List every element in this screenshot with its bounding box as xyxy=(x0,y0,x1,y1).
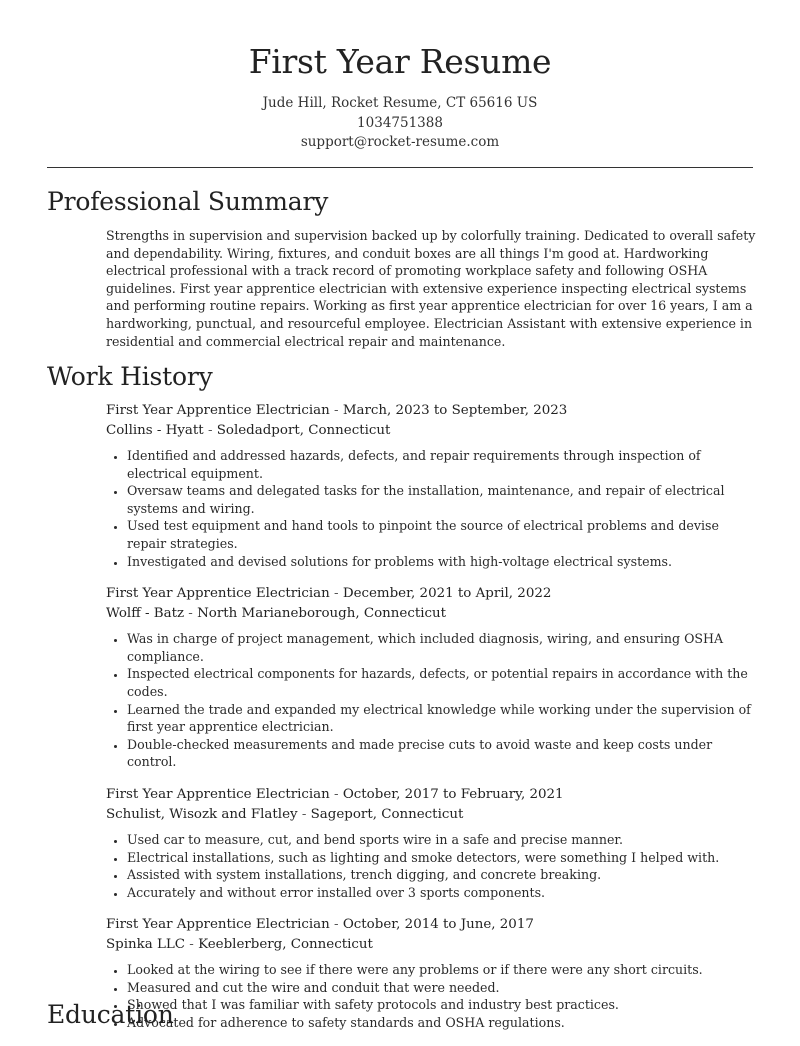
job-entry xyxy=(106,915,760,1031)
job-bullet: • Learned the trade and expanded my electrical knowledge while working under the supervision of first year apprentice electrician. xyxy=(127,701,760,736)
job-heading: First Year Apprentice Electrician - October, 2017 to February, 2021 xyxy=(106,786,564,802)
job-bullet: • Assisted with system installations, trench digging, and concrete breaking. xyxy=(127,866,760,884)
contact-phone: 1034751388 xyxy=(357,114,443,131)
job-bullets xyxy=(106,447,760,570)
job-location: Sageport, Connecticut xyxy=(310,806,464,822)
job-bullet: • Inspected electrical components for hazards, defects, or potential repairs in accordance with the codes. xyxy=(127,665,760,700)
job-bullet: • Double-checked measurements and made precise cuts to avoid waste and keep costs under control. xyxy=(127,736,760,771)
job-location: Keeblerberg, Connecticut xyxy=(198,937,373,953)
job-bullet: • Was in charge of project management, which included diagnosis, wiring, and ensuring OSHA compliance. xyxy=(127,630,760,665)
job-bullet: • Oversaw teams and delegated tasks for the installation, maintenance, and repair of electrical systems and wiring. xyxy=(127,482,760,517)
job-bullet: • Showed that I was familiar with safety protocols and industry best practices. xyxy=(127,996,760,1014)
job-bullet: • Identified and addressed hazards, defects, and repair requirements through inspection of electrical equipment. xyxy=(127,447,760,482)
contact-address: Jude Hill, Rocket Resume, CT 65616 US xyxy=(262,95,538,111)
job-bullets xyxy=(106,630,760,771)
job-bullet: • Used test equipment and hand tools to pinpoint the source of electrical problems and devise repair strategies. xyxy=(127,517,760,552)
job-bullet: • Investigated and devised solutions for problems with high-voltage electrical systems. xyxy=(127,553,760,571)
job-employer: Spinka LLC - Keeblerberg, Connecticut xyxy=(106,937,373,953)
job-entry xyxy=(106,401,760,570)
job-company: Collins - Hyatt xyxy=(106,423,204,438)
job-bullet: • Electrical installations, such as lighting and smoke detectors, were something I helped with. xyxy=(127,849,760,867)
job-title: First Year Apprentice Electrician xyxy=(106,586,330,602)
job-dates: October, 2017 to February, 2021 xyxy=(342,786,564,802)
resume-header xyxy=(0,0,800,153)
section-title-work: Work History xyxy=(47,362,213,391)
work-history-list xyxy=(106,401,760,1046)
job-company: Schulist, Wisozk and Flatley xyxy=(106,806,298,822)
job-dates: December, 2021 to April, 2022 xyxy=(342,586,552,602)
job-bullet: • Measured and cut the wire and conduit that were needed. xyxy=(127,979,760,997)
job-heading: First Year Apprentice Electrician - October, 2014 to June, 2017 xyxy=(106,917,534,933)
job-title: First Year Apprentice Electrician xyxy=(106,786,330,802)
job-employer: Collins - Hyatt - Soledadport, Connecticut xyxy=(106,423,391,438)
job-entry xyxy=(106,785,760,901)
job-bullet: • Used car to measure, cut, and bend sports wire in a safe and precise manner. xyxy=(127,831,760,849)
job-heading: First Year Apprentice Electrician - March, 2023 to September, 2023 xyxy=(106,403,568,418)
job-bullet: • Advocated for adherence to safety standards and OSHA regulations. xyxy=(127,1014,760,1032)
job-bullet: • Accurately and without error installed over 3 sports components. xyxy=(127,884,760,902)
job-dates: October, 2014 to June, 2017 xyxy=(342,917,534,933)
job-bullet: • Looked at the wiring to see if there were any problems or if there were any short circuits. xyxy=(127,961,760,979)
job-title: First Year Apprentice Electrician xyxy=(106,403,330,418)
job-title: First Year Apprentice Electrician xyxy=(106,917,330,933)
job-company: Spinka LLC xyxy=(106,937,186,953)
section-title-education: Education xyxy=(47,1000,174,1029)
job-bullets xyxy=(106,961,760,1031)
job-employer: Wolff - Batz - North Marianeborough, Connecticut xyxy=(106,606,446,622)
section-title-summary: Professional Summary xyxy=(47,187,329,216)
job-location: Soledadport, Connecticut xyxy=(216,423,391,438)
job-dates: March, 2023 to September, 2023 xyxy=(342,403,568,418)
job-employer: Schulist, Wisozk and Flatley - Sageport, Connecticut xyxy=(106,806,464,822)
job-company: Wolff - Batz xyxy=(106,606,185,622)
contact-block xyxy=(0,94,800,153)
contact-email: support@rocket-resume.com xyxy=(300,134,500,150)
summary-text: Strengths in supervision and supervision backed up by colorfully training. Dedicated to overall safety and dependability. Wiring, fixtures, and conduit boxes are all things I'm good at. Hardworking electrical professional with a track record of promoting workplace safety and following OSHA guidelines. First year apprentice electrician with extensive experience inspecting electrical systems and performing routine repairs. Working as first year apprentice electrician for over 16 years, I am a hardworking, punctual, and resourceful employee. Electrician Assistant with extensive experience in residential and commercial electrical repair and maintenance. xyxy=(106,228,756,349)
resume-title: First Year Resume xyxy=(248,42,552,81)
job-heading: First Year Apprentice Electrician - December, 2021 to April, 2022 xyxy=(106,586,552,602)
job-bullets xyxy=(106,831,760,901)
job-location: North Marianeborough, Connecticut xyxy=(197,606,446,622)
header-divider xyxy=(47,167,753,168)
job-entry xyxy=(106,584,760,771)
